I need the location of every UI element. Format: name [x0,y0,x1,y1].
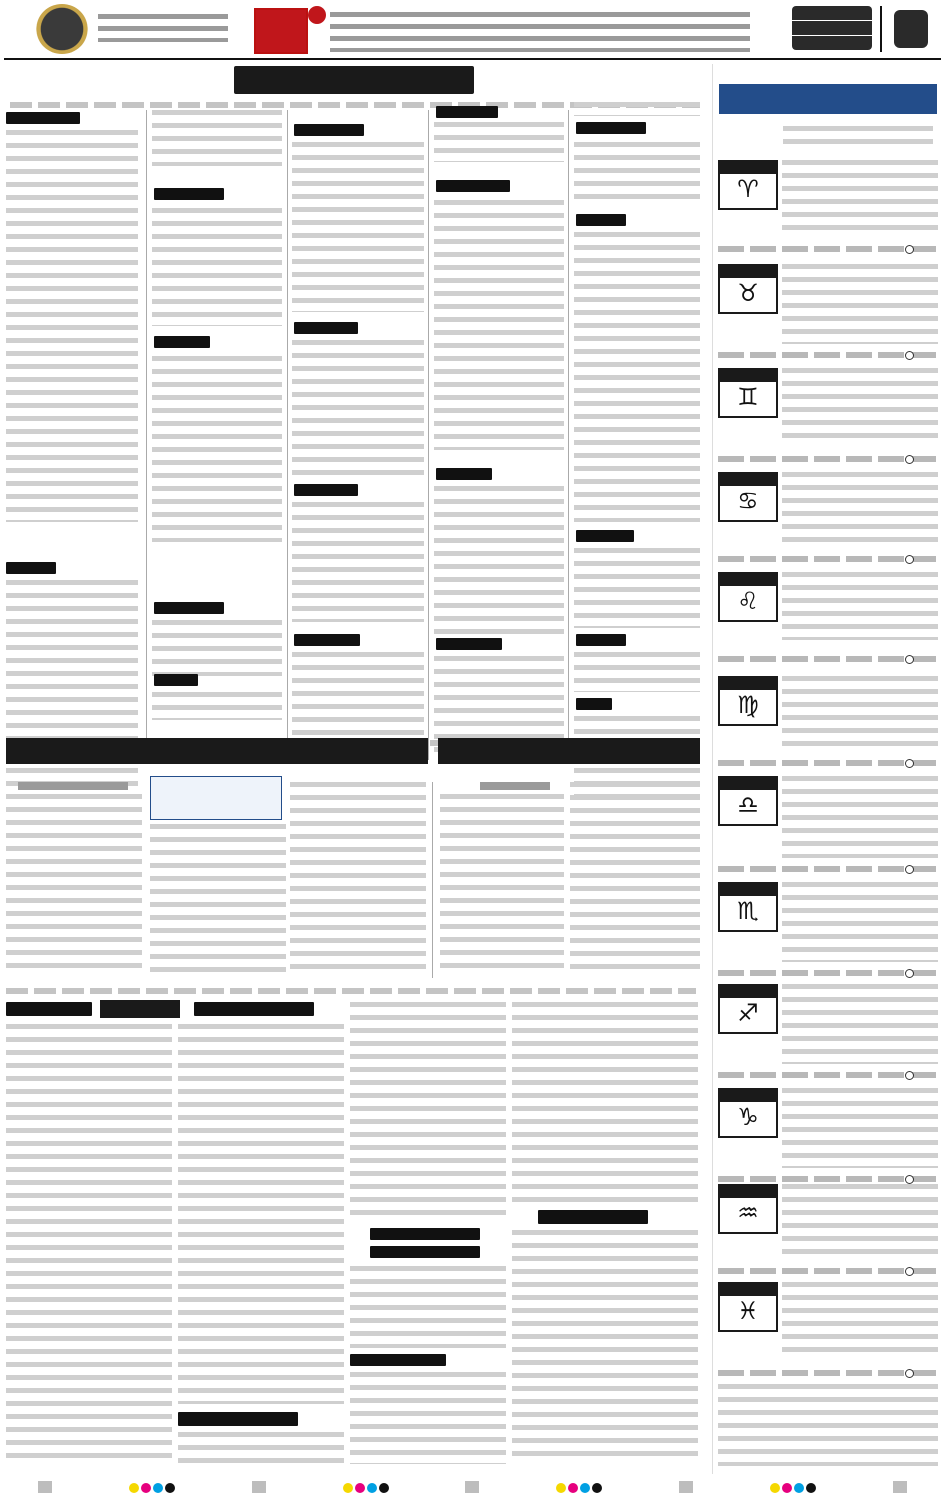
zodiac-sign-libra [718,776,778,826]
horoscope-text [782,264,938,344]
story-heading [350,1354,446,1366]
story-heading [370,1246,480,1258]
capricorn-icon: ♑ [737,1103,759,1131]
cancer-icon: ♋ [737,487,759,515]
listing-text [292,502,424,622]
column-heading [154,188,224,200]
news-text [512,1002,698,1202]
color-dots [555,1478,603,1497]
column-heading [436,638,502,650]
listing-text [152,692,282,720]
listing-text [292,340,424,478]
news-text [350,1002,506,1220]
section-title [792,6,872,50]
horoscope-text [782,472,938,544]
zodiac-sign-pisces [718,1282,778,1332]
listing-text [574,102,700,116]
listing-text [152,208,282,326]
separator-dot [905,655,914,664]
horoscope-text [782,984,938,1064]
horoscope-text [782,572,938,640]
news-text [570,782,700,976]
print-registration-strip [0,1476,945,1498]
masthead-divider [880,6,882,52]
story-divider [432,782,433,978]
news-text [512,1230,698,1464]
separator-dot [905,865,914,874]
column-heading [6,112,80,124]
horoscope-text [782,1184,938,1258]
listing-text [152,110,282,166]
libra-icon: ♎ [737,791,759,819]
separator-dot [905,759,914,768]
gray-bar [252,1481,266,1493]
horoscope-text [782,1088,938,1168]
aries-icon: ♈ [737,175,759,203]
story-heading [178,1412,298,1426]
news-text [6,1024,172,1464]
listing-text [292,652,424,752]
zodiac-sign-cancer [718,472,778,522]
separator-dot [905,555,914,564]
horoscope-text [782,160,938,230]
separator-dot [905,1071,914,1080]
zodiac-sign-virgo [718,676,778,726]
gemini-icon: ♊ [737,383,759,411]
events-banner [234,66,474,94]
column-heading [294,124,364,136]
leo-icon: ♌ [737,587,759,615]
color-dots [342,1478,390,1497]
news-text [178,1024,344,1404]
news-text [6,794,142,976]
story-heading [538,1210,648,1224]
front-page-label [100,1000,180,1018]
gray-bar [893,1481,907,1493]
column-heading [576,530,634,542]
column-heading [294,634,360,646]
news-text [178,1432,344,1464]
horoscope-banner [719,84,937,114]
sub-headline-box [150,776,282,820]
quote-mark-icon [308,6,326,24]
horoscope-text [782,368,938,438]
column-heading [576,634,626,646]
daily-almanac-text [718,1384,938,1466]
zodiac-sign-aquarius [718,1184,778,1234]
dateline-left [18,782,128,790]
listing-text [574,652,700,692]
sagittarius-icon: ♐ [737,999,759,1027]
horoscope-text [782,882,938,962]
listing-text [434,122,564,162]
column-divider [287,110,288,760]
listing-text [6,580,138,740]
events-column-5 [572,102,702,760]
column-heading [154,674,198,686]
column-heading [294,484,358,496]
gray-bar [38,1481,52,1493]
column-heading [436,180,510,192]
separator-dot [905,1369,914,1378]
anniversary-seal [36,4,88,54]
dateline [98,14,228,42]
column-heading [436,468,492,480]
gray-bar [679,1481,693,1493]
listing-text [6,130,138,522]
lead-news [4,738,704,984]
listing-text [292,142,424,312]
pisces-icon: ♓ [737,1297,759,1325]
lead-news-rule [6,988,696,994]
daily-quote [330,12,750,52]
listing-text [574,232,700,522]
column-heading [154,602,224,614]
events-column-1 [4,110,142,768]
story-heading [194,1002,314,1016]
news-text [150,824,286,976]
listing-text [574,548,700,628]
listing-text [152,356,282,542]
horoscope-text [782,1282,938,1360]
column-heading [576,214,626,226]
news-text [350,1266,506,1348]
separator-dot [905,1175,914,1184]
listing-text [574,142,700,206]
separator-dot [905,351,914,360]
column-divider [568,110,569,760]
separator-dot [905,455,914,464]
separator-dot [905,1267,914,1276]
listing-text [434,486,564,636]
aquarius-icon: ♒ [737,1199,759,1227]
column-heading [436,106,498,118]
news-text [290,782,426,976]
column-heading [6,562,56,574]
scorpio-icon: ♏ [737,897,759,925]
quote-logo [254,8,308,54]
column-heading [576,698,612,710]
listing-text [152,620,282,676]
color-dots [769,1478,817,1497]
events-column-2 [150,110,284,760]
column-heading [294,322,358,334]
masthead [0,0,945,60]
separator-dot [905,969,914,978]
story-heading [6,1002,92,1016]
separator-dot [905,245,914,254]
story-heading [370,1228,480,1240]
zodiac-sign-gemini [718,368,778,418]
gray-bar [465,1481,479,1493]
column-heading [154,336,210,348]
zodiac-sign-taurus [718,264,778,314]
zodiac-sign-aries [718,160,778,210]
virgo-icon: ♍ [737,691,759,719]
zodiac-sign-leo [718,572,778,622]
news-text [440,794,564,976]
horoscope-text [782,676,938,746]
column-divider [428,110,429,760]
zodiac-sign-capricorn [718,1088,778,1138]
headline-right [438,738,700,774]
taurus-icon: ♉ [737,279,759,307]
lower-news [4,998,704,1472]
astrologer-credit [783,126,933,150]
zodiac-sign-sagittarius [718,984,778,1034]
events-section [4,64,704,770]
news-text [350,1372,506,1464]
dateline-right [480,782,550,790]
column-heading [576,122,646,134]
masthead-rule [4,58,941,60]
events-column-4 [432,102,566,760]
column-divider [146,110,147,760]
zodiac-sign-scorpio [718,882,778,932]
color-dots [128,1478,176,1497]
headline-left [6,738,428,774]
page-number [894,10,928,48]
listing-text [434,200,564,450]
events-column-3 [290,110,426,760]
horoscope-text [782,776,938,858]
